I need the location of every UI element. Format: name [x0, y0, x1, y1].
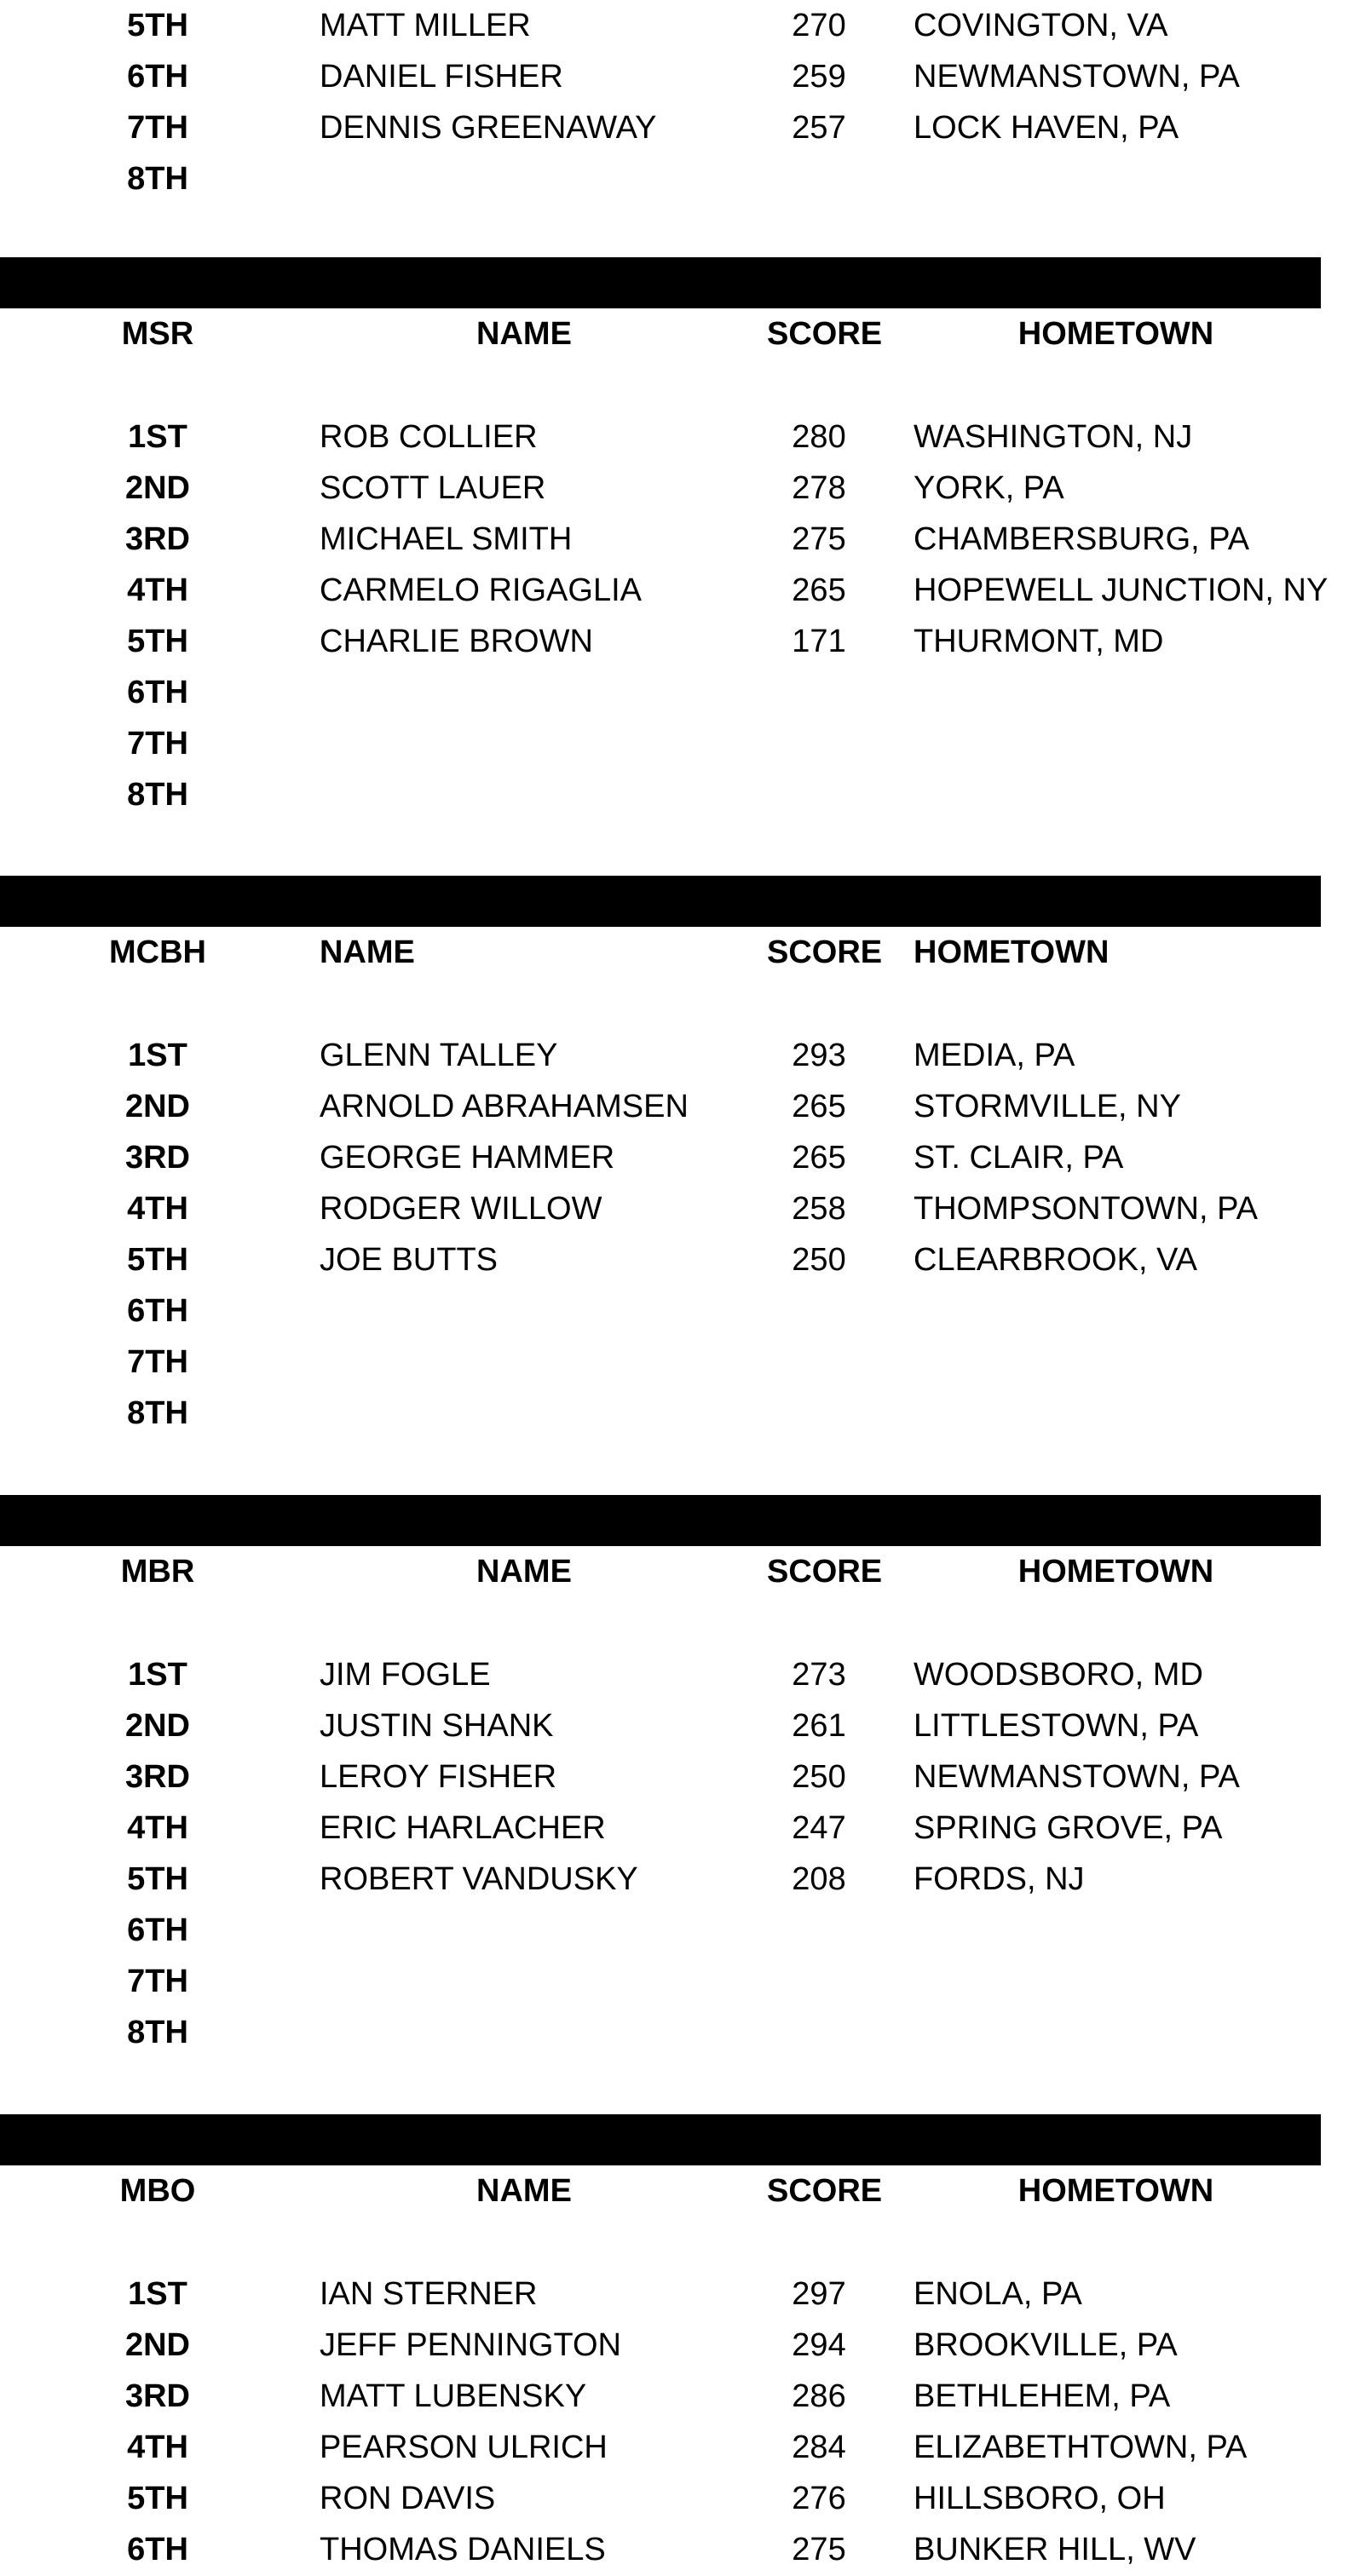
- name-cell: CARMELO RIGAGLIA: [320, 572, 642, 608]
- name-cell: SCOTT LAUER: [320, 470, 546, 506]
- hometown-cell: HOPEWELL JUNCTION, NY: [914, 572, 1329, 608]
- name-cell: IAN STERNER: [320, 2276, 538, 2312]
- name-cell: RODGER WILLOW: [320, 1191, 602, 1227]
- score-cell: 261: [792, 1708, 846, 1744]
- place-cell: 2ND: [124, 1089, 191, 1124]
- name-cell: ROB COLLIER: [320, 419, 538, 455]
- score-cell: [767, 1956, 871, 2007]
- place-cell: 1ST: [128, 419, 187, 455]
- place-cell: 6TH: [127, 1912, 188, 1948]
- section-divider: [0, 2114, 1321, 2165]
- table-row: [0, 1030, 1366, 1081]
- table-row: [0, 2473, 1366, 2524]
- table-row: [0, 1905, 1366, 1956]
- score-cell: 275: [792, 521, 846, 557]
- score-cell: 278: [792, 470, 846, 506]
- section-divider: [0, 876, 1321, 927]
- hometown-cell: CLEARBROOK, VA: [914, 1242, 1197, 1278]
- score-cell: 259: [792, 59, 846, 95]
- table-row: [0, 2422, 1366, 2473]
- score-cell: 273: [792, 1657, 846, 1693]
- hometown-cell: BROOKVILLE, PA: [914, 2327, 1178, 2363]
- place-cell: 4TH: [127, 1191, 188, 1227]
- score-header: SCORE: [767, 316, 883, 352]
- section-divider: [0, 257, 1321, 308]
- hometown-cell: THOMPSONTOWN, PA: [914, 1191, 1258, 1227]
- name-cell: MATT MILLER: [320, 8, 531, 43]
- table-row: [0, 2007, 1366, 2058]
- table-header: [0, 927, 1366, 978]
- place-cell: 5TH: [127, 2481, 188, 2516]
- name-cell: JUSTIN SHANK: [320, 1708, 554, 1744]
- name-cell: MICHAEL SMITH: [320, 521, 573, 557]
- place-cell: 8TH: [127, 1395, 188, 1431]
- score-cell: 265: [792, 1140, 846, 1176]
- table-row: [0, 0, 1366, 51]
- place-cell: 6TH: [127, 59, 188, 95]
- table-row: [0, 153, 1366, 204]
- score-cell: 286: [792, 2378, 846, 2414]
- place-cell: 5TH: [127, 1861, 188, 1897]
- section-divider: [0, 1495, 1321, 1546]
- name-cell: PEARSON ULRICH: [320, 2429, 608, 2465]
- hometown-cell: WASHINGTON, NJ: [914, 419, 1193, 455]
- table-row: [0, 1751, 1366, 1803]
- place-cell: 1ST: [128, 1657, 187, 1693]
- hometown-cell: LOCK HAVEN, PA: [914, 110, 1179, 146]
- hometown-cell: YORK, PA: [914, 470, 1064, 506]
- name-cell: JOE BUTTS: [320, 1242, 499, 1278]
- place-cell: 8TH: [127, 777, 188, 813]
- score-cell: [767, 2007, 871, 2058]
- name-cell: DANIEL FISHER: [320, 59, 563, 95]
- table-row: [0, 1183, 1366, 1234]
- class-header: MBO: [119, 2173, 196, 2209]
- score-cell: [767, 1388, 871, 1439]
- place-cell: 7TH: [127, 726, 188, 762]
- hometown-cell: THURMONT, MD: [914, 624, 1164, 659]
- score-cell: [767, 1905, 871, 1956]
- hometown-cell: NEWMANSTOWN, PA: [914, 1759, 1240, 1795]
- table-header: [0, 1546, 1366, 1597]
- table-row: [0, 2371, 1366, 2422]
- name-header: NAME: [476, 1554, 572, 1590]
- hometown-cell: MEDIA, PA: [914, 1038, 1075, 1073]
- name-cell: CHARLIE BROWN: [320, 624, 593, 659]
- hometown-cell: ELIZABETHTOWN, PA: [914, 2429, 1248, 2465]
- score-cell: [767, 153, 871, 204]
- score-cell: 257: [792, 110, 846, 146]
- class-header: MBR: [120, 1554, 195, 1590]
- place-cell: 8TH: [127, 2015, 188, 2050]
- place-cell: 5TH: [127, 1242, 188, 1278]
- place-cell: 6TH: [127, 2532, 188, 2567]
- table-header: [0, 2165, 1366, 2217]
- place-cell: 7TH: [127, 1964, 188, 1999]
- score-cell: [767, 769, 871, 820]
- table-row: [0, 1649, 1366, 1700]
- table-row: [0, 51, 1366, 102]
- name-cell: ROBERT VANDUSKY: [320, 1861, 638, 1897]
- name-cell: LEROY FISHER: [320, 1759, 557, 1795]
- table-row: [0, 1081, 1366, 1132]
- score-cell: [767, 1285, 871, 1337]
- name-cell: DENNIS GREENAWAY: [320, 110, 657, 146]
- name-cell: GLENN TALLEY: [320, 1038, 558, 1073]
- score-cell: 294: [792, 2327, 846, 2363]
- score-cell: 265: [792, 1089, 846, 1124]
- place-cell: 2ND: [124, 2327, 191, 2363]
- score-cell: [767, 1337, 871, 1388]
- score-cell: 208: [792, 1861, 846, 1897]
- name-header: NAME: [320, 934, 415, 970]
- table-row: [0, 1285, 1366, 1337]
- place-cell: 1ST: [128, 1038, 187, 1073]
- hometown-cell: WOODSBORO, MD: [914, 1657, 1203, 1693]
- table-row: [0, 1234, 1366, 1285]
- hometown-cell: ENOLA, PA: [914, 2276, 1082, 2312]
- name-cell: RON DAVIS: [320, 2481, 496, 2516]
- table-row: [0, 2268, 1366, 2320]
- place-cell: 2ND: [124, 470, 191, 506]
- place-cell: 4TH: [127, 1810, 188, 1846]
- table-row: [0, 718, 1366, 769]
- place-cell: 3RD: [124, 1140, 191, 1176]
- hometown-cell: CHAMBERSBURG, PA: [914, 521, 1250, 557]
- hometown-cell: LITTLESTOWN, PA: [914, 1708, 1199, 1744]
- class-header: MSR: [121, 316, 194, 352]
- table-row: [0, 1388, 1366, 1439]
- hometown-header: HOMETOWN: [1017, 1554, 1214, 1590]
- score-cell: 258: [792, 1191, 846, 1227]
- name-cell: ARNOLD ABRAHAMSEN: [320, 1089, 689, 1124]
- name-cell: JIM FOGLE: [320, 1657, 491, 1693]
- hometown-header: HOMETOWN: [1017, 2173, 1214, 2209]
- score-cell: 270: [792, 8, 846, 43]
- name-header: NAME: [476, 316, 572, 352]
- name-cell: MATT LUBENSKY: [320, 2378, 587, 2414]
- place-cell: 1ST: [128, 2276, 187, 2312]
- place-cell: 6TH: [127, 675, 188, 710]
- table-row: [0, 1854, 1366, 1905]
- table-row: [0, 102, 1366, 153]
- hometown-cell: STORMVILLE, NY: [914, 1089, 1181, 1124]
- score-header: SCORE: [767, 2173, 883, 2209]
- place-cell: 6TH: [127, 1293, 188, 1329]
- table-row: [0, 565, 1366, 616]
- table-row: [0, 411, 1366, 463]
- table-row: [0, 667, 1366, 718]
- score-cell: 250: [792, 1242, 846, 1278]
- table-row: [0, 514, 1366, 565]
- score-cell: 265: [792, 572, 846, 608]
- place-cell: 5TH: [127, 8, 188, 43]
- score-cell: 280: [792, 419, 846, 455]
- place-cell: 3RD: [124, 1759, 191, 1795]
- place-cell: 5TH: [127, 624, 188, 659]
- table-header: [0, 308, 1366, 359]
- score-cell: 171: [792, 624, 846, 659]
- place-cell: 8TH: [127, 161, 188, 197]
- place-cell: 2ND: [124, 1708, 191, 1744]
- hometown-cell: ST. CLAIR, PA: [914, 1140, 1124, 1176]
- table-row: [0, 463, 1366, 514]
- hometown-cell: SPRING GROVE, PA: [914, 1810, 1223, 1846]
- name-cell: THOMAS DANIELS: [320, 2532, 606, 2567]
- hometown-cell: BUNKER HILL, WV: [914, 2532, 1196, 2567]
- name-header: NAME: [476, 2173, 572, 2209]
- hometown-header: HOMETOWN: [1017, 316, 1214, 352]
- table-row: [0, 2524, 1366, 2575]
- score-cell: 247: [792, 1810, 846, 1846]
- score-cell: 276: [792, 2481, 846, 2516]
- score-cell: 293: [792, 1038, 846, 1073]
- score-cell: 275: [792, 2532, 846, 2567]
- score-header: SCORE: [767, 934, 883, 970]
- place-cell: 3RD: [124, 2378, 191, 2414]
- score-cell: 297: [792, 2276, 846, 2312]
- hometown-header: HOMETOWN: [914, 934, 1110, 970]
- score-cell: [767, 718, 871, 769]
- hometown-cell: NEWMANSTOWN, PA: [914, 59, 1240, 95]
- hometown-cell: HILLSBORO, OH: [914, 2481, 1166, 2516]
- place-cell: 4TH: [127, 2429, 188, 2465]
- name-cell: ERIC HARLACHER: [320, 1810, 606, 1846]
- table-row: [0, 2320, 1366, 2371]
- score-cell: 250: [792, 1759, 846, 1795]
- table-row: [0, 769, 1366, 820]
- table-row: [0, 1803, 1366, 1854]
- place-cell: 4TH: [127, 572, 188, 608]
- name-cell: JEFF PENNINGTON: [320, 2327, 621, 2363]
- table-row: [0, 1956, 1366, 2007]
- score-header: SCORE: [767, 1554, 883, 1590]
- score-cell: [767, 667, 871, 718]
- hometown-cell: FORDS, NJ: [914, 1861, 1085, 1897]
- table-row: [0, 1700, 1366, 1751]
- score-cell: 284: [792, 2429, 846, 2465]
- hometown-cell: BETHLEHEM, PA: [914, 2378, 1171, 2414]
- place-cell: 7TH: [127, 1344, 188, 1380]
- place-cell: 7TH: [127, 110, 188, 146]
- name-cell: GEORGE HAMMER: [320, 1140, 615, 1176]
- table-row: [0, 1132, 1366, 1183]
- class-header: MCBH: [109, 934, 206, 970]
- table-row: [0, 616, 1366, 667]
- hometown-cell: COVINGTON, VA: [914, 8, 1168, 43]
- place-cell: 3RD: [124, 521, 191, 557]
- table-row: [0, 1337, 1366, 1388]
